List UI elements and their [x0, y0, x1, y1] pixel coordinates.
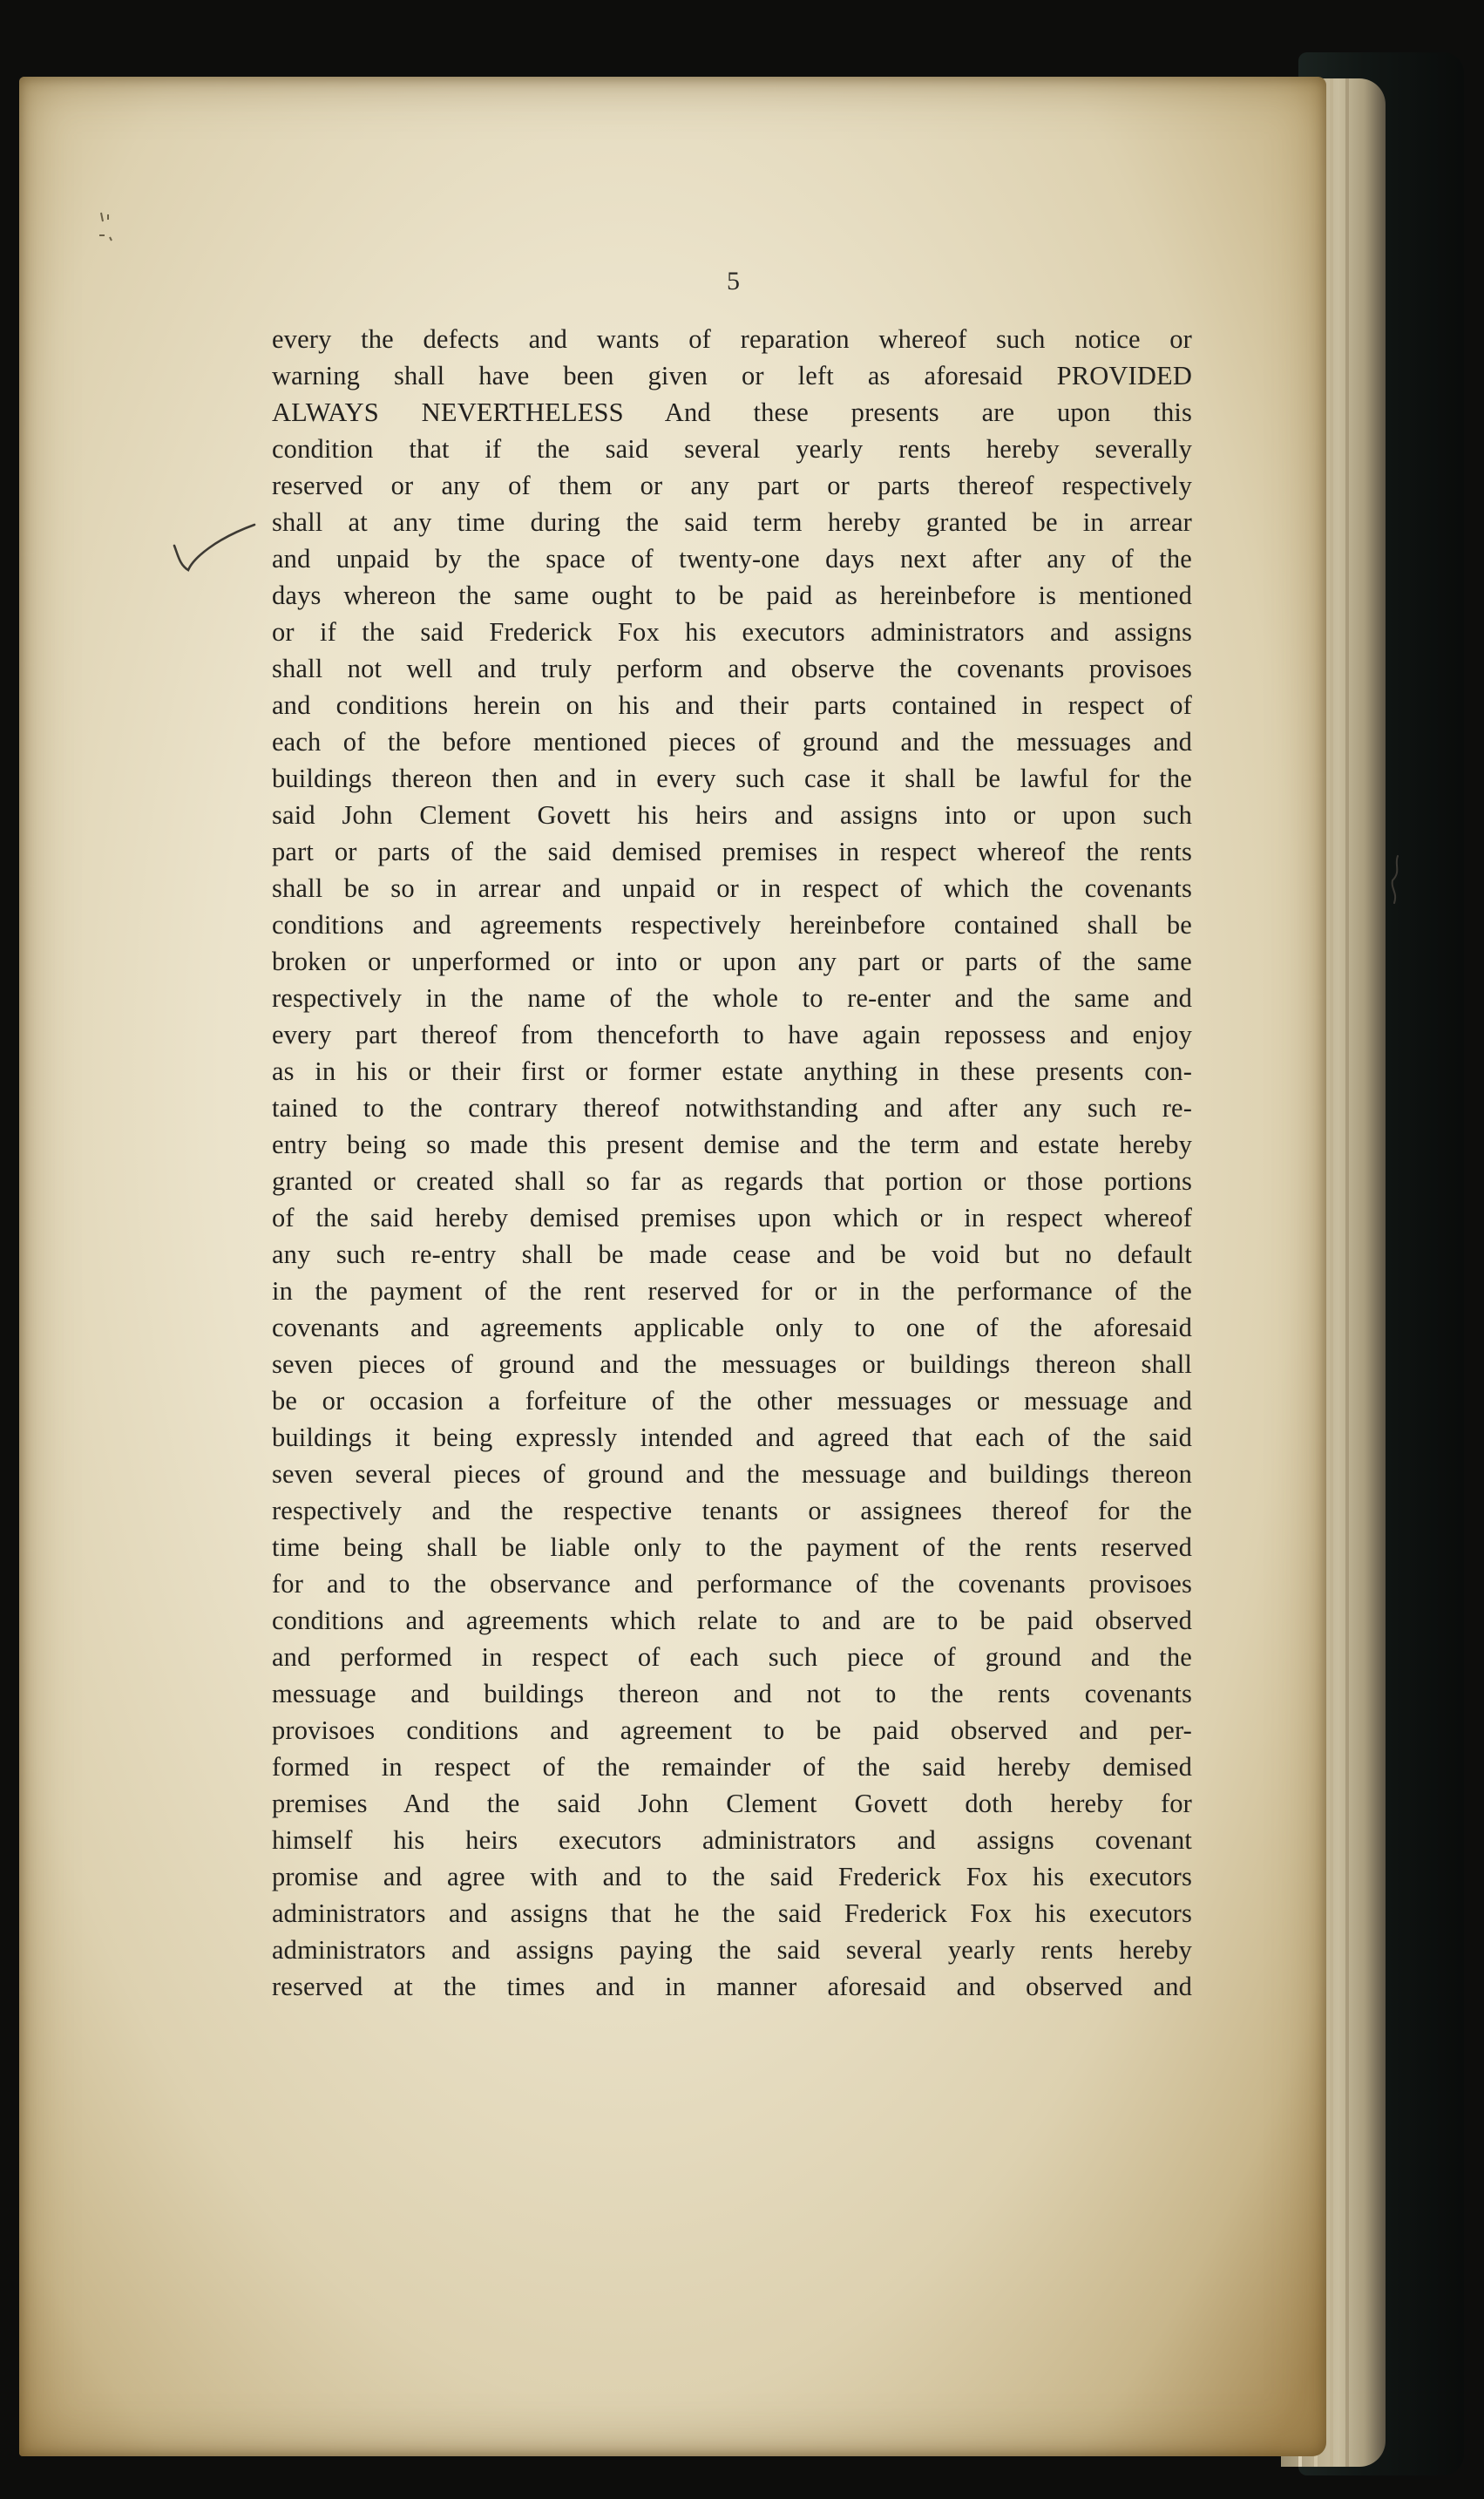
edge-specks-icon [96, 209, 131, 279]
text-line: in the payment of the rent reserved for or in the performance of the [272, 1276, 1192, 1306]
text-line: formed in respect of the remainder of the said hereby demised [272, 1752, 1192, 1782]
text-line: respectively in the name of the whole to re-enter and the same and [272, 983, 1192, 1013]
text-line: be or occasion a forfeiture of the other messuages or messuage and [272, 1386, 1192, 1416]
text-line: and performed in respect of each such piece of ground and the [272, 1642, 1192, 1672]
text-line: himself his heirs executors administrators and assigns covenant [272, 1825, 1192, 1855]
body-text [272, 321, 1192, 2005]
text-line: covenants and agreements applicable only to one of the aforesaid [272, 1313, 1192, 1342]
text-line: shall at any time during the said term hereby granted be in arrear [272, 507, 1192, 537]
page-number: 5 [727, 267, 740, 295]
text-line: and conditions herein on his and their parts contained in respect of [272, 690, 1192, 720]
text-line: or if the said Frederick Fox his executors administrators and assigns [272, 617, 1192, 647]
text-line: for and to the observance and performance of the covenants provisoes [272, 1569, 1192, 1599]
text-line: shall be so in arrear and unpaid or in respect of which the covenants [272, 873, 1192, 903]
handwritten-check-icon [171, 519, 267, 581]
text-line: any such re-entry shall be made cease and be void but no default [272, 1239, 1192, 1269]
text-line: buildings it being expressly intended and agreed that each of the said [272, 1423, 1192, 1452]
text-line: reserved or any of them or any part or parts thereof respectively [272, 471, 1192, 500]
text-line: seven several pieces of ground and the messuage and buildings thereon [272, 1459, 1192, 1489]
text-line: time being shall be liable only to the payment of the rents reserved [272, 1532, 1192, 1562]
text-line: days whereon the same ought to be paid as hereinbefore is mentioned [272, 581, 1192, 610]
text-line: reserved at the times and in manner aforesaid and observed and [272, 1972, 1192, 2001]
text-line: ALWAYS NEVERTHELESS And these presents are upon this [272, 397, 1192, 427]
text-line: conditions and agreements which relate to and are to be paid observed [272, 1606, 1192, 1635]
text-line: administrators and assigns that he the said Frederick Fox his executors [272, 1898, 1192, 1928]
text-line: buildings thereon then and in every such case it shall be lawful for the [272, 764, 1192, 793]
text-line: condition that if the said several yearly rents hereby severally [272, 434, 1192, 464]
text-line: part or parts of the said demised premises in respect whereof the rents [272, 837, 1192, 866]
text-line: conditions and agreements respectively hereinbefore contained shall be [272, 910, 1192, 940]
handwritten-margin-mark-icon [1386, 854, 1406, 915]
text-line: granted or created shall so far as regards that portion or those portions [272, 1166, 1192, 1196]
text-line: premises And the said John Clement Govett doth hereby for [272, 1789, 1192, 1818]
text-line: promise and agree with and to the said Frederick Fox his executors [272, 1862, 1192, 1891]
text-line: every part thereof from thenceforth to have again repossess and enjoy [272, 1020, 1192, 1049]
text-line: each of the before mentioned pieces of ground and the messuages and [272, 727, 1192, 757]
text-line: administrators and assigns paying the said several yearly rents hereby [272, 1935, 1192, 1965]
text-line: of the said hereby demised premises upon which or in respect whereof [272, 1203, 1192, 1233]
text-line: as in his or their first or former estate anything in these presents con- [272, 1056, 1192, 1086]
text-line: tained to the contrary thereof notwithstanding and after any such re- [272, 1093, 1192, 1123]
text-line: every the defects and wants of reparation whereof such notice or [272, 324, 1192, 354]
text-line: seven pieces of ground and the messuages or buildings thereon shall [272, 1349, 1192, 1379]
text-line: broken or unperformed or into or upon any part or parts of the same [272, 947, 1192, 976]
text-line: shall not well and truly perform and observe the covenants provisoes [272, 654, 1192, 683]
text-line: messuage and buildings thereon and not to the rents covenants [272, 1679, 1192, 1708]
text-line: said John Clement Govett his heirs and assigns into or upon such [272, 800, 1192, 830]
text-line: respectively and the respective tenants or assignees thereof for the [272, 1496, 1192, 1525]
text-line: entry being so made this present demise and the term and estate hereby [272, 1130, 1192, 1159]
text-line: warning shall have been given or left as aforesaid PROVIDED [272, 361, 1192, 390]
text-line: and unpaid by the space of twenty-one days next after any of the [272, 544, 1192, 574]
text-line: provisoes conditions and agreement to be paid observed and per- [272, 1715, 1192, 1745]
